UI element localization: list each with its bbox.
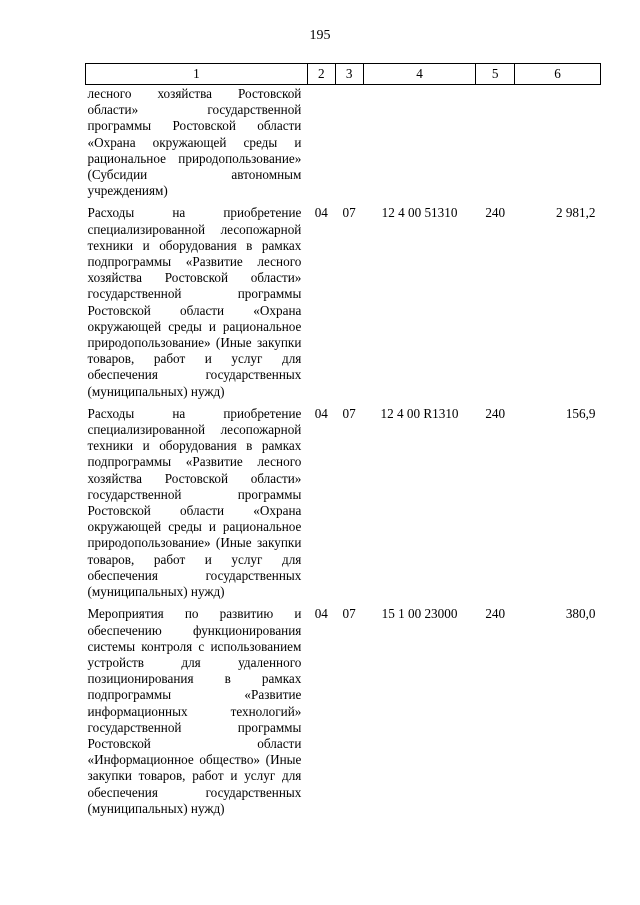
- table-header-row: [86, 64, 601, 85]
- row-description: Расходы на приобретение специализированной лесопожарной техники и оборудования в рамках подпрограммы «Развитие лесного хозяйства Ростовской области» государственной программы Ростовской области «Охрана окружающей среды и рациональное природопользование» (Иные закупки товаров, работ и услуг для обеспечения государственных (муниципальных) нужд): [87, 205, 302, 399]
- row-amount: [514, 85, 600, 203]
- row-target: 15 1 00 23000: [381, 606, 458, 622]
- header-cell-type: 5: [476, 64, 515, 85]
- row-target: 12 4 00 R1310: [380, 405, 459, 421]
- row-section: [307, 85, 335, 203]
- row-target: [363, 85, 476, 203]
- table-row: [86, 403, 601, 603]
- table-row: [86, 202, 601, 402]
- row-type: 240: [485, 405, 506, 421]
- header-cell-target: 4: [363, 64, 476, 85]
- row-section: 04: [314, 205, 328, 221]
- header-cell-subsection: 3: [335, 64, 363, 85]
- row-type: 240: [485, 606, 506, 622]
- row-subsection: 07: [342, 405, 356, 421]
- row-target: 12 4 00 51310: [381, 205, 458, 221]
- row-type: [476, 85, 515, 203]
- table-row: [86, 85, 601, 203]
- row-description: Расходы на приобретение специализированной лесопожарной техники и оборудования в рамках подпрограммы «Развитие лесного хозяйства Ростовской области» государственной программы Ростовской области «Охрана окружающей среды и рациональное природопользование» (Иные закупки товаров, работ и услуг для обеспечения государственных (муниципальных) нужд): [87, 405, 302, 600]
- row-subsection: [335, 85, 363, 203]
- row-subsection: 07: [342, 606, 356, 622]
- header-cell-section: 2: [307, 64, 335, 85]
- row-description: Мероприятия по развитию и обеспечению функционирования системы контроля с использованием устройств для удаленного позиционирования в рамках подпрограммы «Развитие информационных технологий» государственной программы Ростовской области «Информационное общество» (Иные закупки товаров, работ и услуг для обеспечения государственных (муниципальных) нужд): [87, 606, 302, 816]
- row-subsection: 07: [342, 205, 356, 221]
- budget-table: [85, 63, 601, 820]
- row-section: 04: [314, 405, 328, 421]
- header-cell-amount: 6: [514, 64, 600, 85]
- row-type: 240: [485, 205, 506, 221]
- row-description: лесного хозяйства Ростовской области» государственной программы Ростовской области «Охрана окружающей среды и рациональное природопользование» (Субсидии автономным учреждениям): [87, 86, 302, 199]
- page-number: 195: [309, 28, 331, 43]
- row-amount: 380,0: [565, 606, 596, 622]
- row-amount: 2 981,2: [555, 205, 596, 221]
- row-amount: 156,9: [565, 405, 596, 421]
- table-row: [86, 603, 601, 820]
- row-section: 04: [314, 606, 328, 622]
- header-cell-description: 1: [86, 64, 308, 85]
